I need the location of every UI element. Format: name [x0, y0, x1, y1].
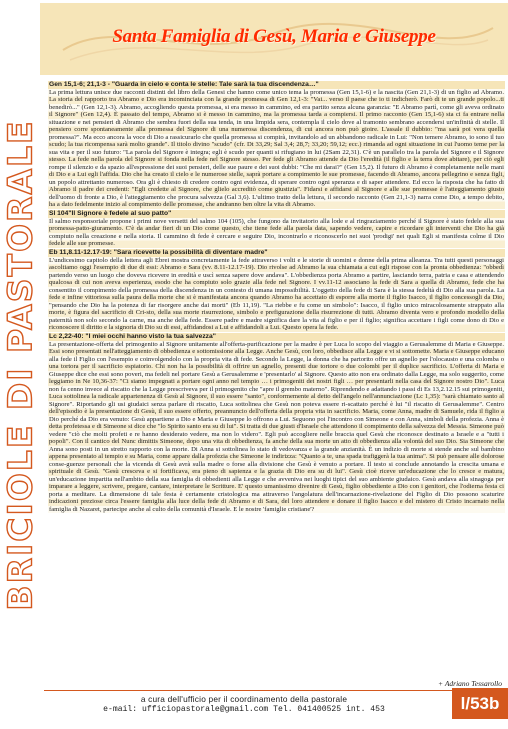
section-text: La presentazione-offerta del primogenito al Signore unitamente all'offerta-purificazione per la madre è per Luca lo scopo del viaggio a Gerusalemme di Maria e Giuseppe. Essi sono presentati nell'atteggiamento di obbedienza e sottomissione alla Legge. Anche Gesù, con loro, obbedisce alla Legge e vi si sottomette. Maria e Giuseppe educano alla fede il Figlio con l'esempio e coinvolgendolo con la propria vita di fede. Secondo la Legge, la donna che ha partorito offre un agnello per l'olocausto e una colomba o una tortora per il sacrificio espiatorio. Chi non ha la possibilità di offrire un agnello, presenti due tortore o due colombi per il duplice sacrificio. L'offerta di Maria e Giuseppe dice che essi sono poveri, ma fedeli nel portare Gesù a Gerusalemme e 'presentarlo' al Signore. Questo atto non era ordinato dalla Legge, ma solo suggerito, come leggiamo in Ne 10,36-37: "Ci siamo impegnati a portare ogni anno nel tempio … i primogeniti dei nostri figli … per presentarli nella casa del Signore nostro Dio". Luca non fa cenno invece al riscatto che la Legge prescriveva per il primogenito che "apre il grembo materno". Riprendendo e adattando i passi di Es 13,2.12.15 sui primogeniti, Luca sottolinea la radicale appartenenza di Gesù al Signore, il suo essere "santo", conformemente al detto dell'angelo nell'annunciazione (Lc 1,35): "sarà chiamato santo al Signore". Riportando gli usi giudaici senza parlare di riscatto, Luca sottolinea che Gesù non poteva essere ri-scattato perché è lui "il riscatto di Gerusalemme". Centro dell'episodio è la presentazione di Gesù, il suo essere offerto, preannuncio dell'offerta della propria vita in sacrificio. Maria, come Anna, madre di Samuele, rida il figlio a Dio perché da Dio era venuto: Gesù appartiene a Dio e Maria e Giuseppe lo offrono a Lui. Seguono poi l'incontro con Simeone e con Anna, simboli della profezia. Anna è detta profetessa e di Simeone si dice che "lo Spirito santo era su di lui". Si tratta di due giusti d'Israele che attendono il compimento della salvezza del Messia. Simeone può vedere "ciò che molti profeti e re hanno desiderato vedere, ma non lo videro". Egli può accogliere nelle braccia quel Gesù che riconosce destinato a Israele e a "tutti i popoli". Con il cantico del Nunc dimittis Simeone, dopo una vita di obbedienza, fa anche della sua morte un atto di obbedienza alla volontà del suo Dio. Sia Simeone che Anna sono posti in un stretto rapporto con la morte. Di Anna si sottolinea lo stato di vedovanza e la grande anzianità. È un indizio di morte si stende anche sul bambino appena presentato al tempio e su Maria, come appare dalla profezia che Simeone le indirizza: "Quanto a te, una spada trafiggerà la tua anima". Si può pensare alle dolorose conse-guenze personali che la vicenda di Gesù avrà sulla madre o forse alla divisione che Gesù è venuto a portare. Il testo si conclude annotando la crescita umana e spirituale di Gesù. "Gesù cresceva e si fortificava, era pieno di sapienza e la grazia di Dio era su di lui". Gesù cioè riceve un'educazione che lo cresce e matura, un'educazione impartita nell'ambito della sua famiglia di obbedienti alla Legge e che avveniva nei luoghi tipici del suo ambiente giudaico. Gesù andava alla sinagoga per imparare a leggere, scrivere, pregare, cantare, interpretare le Scritture. E' questo umanissimo divenire di Gesù, figlio obbediente a Dio con i genitori, che l'odierna festa ci porta a meditare. La dimensione di tale festa è certamente cristologica ma attraverso l'angolatura dell'incarnazione-rivelazione del Figlio di Dio possono scaturire indicazioni preziose circa l'essere famiglia alla luce della fede di Abramo e di Sara, del loro attendere e donare il figlio Isacco e del mistero di Cristo incarnato nella famiglia di Nazaret, partecipe anche al culto della comunità d'Israele. E le nostre 'famiglie cristiane'? — [49, 340, 504, 513]
section-heading: Lc 2,22-40: "I miei occhi hanno visto la tua salvezza" — [48, 333, 505, 341]
section-heading: Sl 104"Il Signore è fedele al suo patto" — [48, 210, 505, 218]
author-signature: + Adriano Tessarollo — [438, 679, 502, 688]
section-heading: Gen 15,1-6; 21,1-3 - "Guarda in cielo e conta le stelle: Tale sarà la tua discendenza…" — [48, 81, 505, 89]
side-title: BRICIOLE DI PASTORALE — [0, 119, 40, 611]
article-body — [48, 81, 505, 676]
footer-contact: e-mail: ufficiopastorale@gmail.com Tel. 041400525 int. 453 — [103, 705, 385, 714]
section-text: La prima lettura unisce due racconti distinti del libro della Genesi che hanno come unico tema la promessa (Gen 15,1-6) e la nascita (Gen 21,1-3) di un figlio ad Abramo. La storia del rapporto tra Abramo e Dio era incominciata con la grande promessa di Gen 12,1-3: "Vai... verso il paese che io ti indicherò. Farò di te un grande popolo...ti benedirò..." (Gen 12,1-3). Abramo, accogliendo questa promessa, si era messo in cammino, ed era partito senza alcuna garanzia: "E Abramo partì, come gli aveva ordinato il Signore" (Gen 12,4). È passato del tempo, Abramo si è messo in cammino, ma la promessa tarda a compiersi. Il primo racconto (Gen 15,1-6) sta ci fa entrare nella situazione e nei pensieri di Abramo che sembra fuori della sua tenda, in una limpida sera, contempla il cielo dove al tramonto sembrano accendersi un'infinità di stelle. Il pensiero corre spontaneamente alla promessa del Signore di una numerosa discendenza, di cui ancora non può gioire. L'assale il dubbio: "ma sarà poi vera quella promessa?". Ma ecco ancora la voce di Dio a rassicurarlo che quella promessa si compirà, invitandolo ad un abbandono radicale in Lui: "Non temere Abramo, io sono il tuo scudo; la tua ricompensa sarà molto grande". Il titolo divino "scudo" (cfr. Dt 33,29; Sal 3,4; 28,7; 33,20; 59,12; ecc.) rimanda ad ogni situazione in cui l'uomo teme per la sua vita e per il suo futuro: "La parola del Signore è integra; egli è scudo per quanti si rifugiano in lui (2Sam 22,31). C'è un parallelo tra la parola del Signore e il Signore stesso. La fede nella parola del Signore si fonda nella fede nel Signore stesso. Per fede gli Abramo attende da Dio l'eredità (il figlio e la terra dove abitare), per ciò egli rompe il silenzio e da spazio all'espressione dei suoi pensieri, delle sue paure e dei suoi dubbi: "Che mi darai?" (Gen 15,2). Il futuro di Abramo è completamente nelle mani di Dio e a Lui egli l'affida. Dio che ha creato il cielo e le numerose stelle, saprà portare a compimento le sue promesse, facendo di Abramo, ancora pellegrino e senza figli, un popolo attrettanto numeroso. Ora gli è chiesto di credere contro ogni evidenza, di sperare contro ogni speranza e di saper attendere. Ed ecco la risposta che ha fatto di Abramo il padre dei credenti: "Egli credette al Signore, che glielo accreditò come giustizia". Fidarsi e affidarsi al Signore e alle sue promesse è l'atteggiamento giusto dell'uomo di fronte a Dio, è l'atteggiamento che procura salvezza (Gal 3,6). L'ultimo tratto della lettura, il secondo racconto (Gen 21,1-3) narra come Dio, a tempo debito, ha a dato fedelmente inizio al compimento delle promesse, che andranno ben oltre la vita di Abramo. — [49, 88, 504, 209]
page-title: Santa Famiglia di Gesù, Maria e Giuseppe — [112, 26, 436, 47]
reading-section-hebrews — [48, 249, 505, 332]
issue-number-badge: l/53b — [452, 688, 508, 719]
section-text: L'undicesimo capitolo della lettera agli Ebrei mostra concretamente la fede attraverso i volti e le storie di uomini e donne della prima alleanza. Tra tutti questi personaggi ascoltiamo oggi l'esempio di due di essi: Abramo e Sara (vv. 8.11-12.17-19). Dio rivolse ad Abramo la sua chiamata a cui egli rispose con la pronta obbedienza: "obbedì partendo verso un luogo che doveva ricevere in eredità e uscì senza sapere dove andava". L'obbedienza porta Abramo a partire, lasciando terra, patria e casa e attendendo qualcosa di cui non aveva esperienza, esodo che ha compiuto solo grazie alla fede nel Signore. I vv.11-12 associano la fede di Sara a quella di Abramo, fede che ha consentito il compimento della promessa della discendenza in un contesto di umana impossibilità. L'oggetto della fede di Sara è la stessa fedeltà di Dio alla sua parola. La fede e infine vittoriosa sulla paura della morte che si è manifestata ancora quando Abramo ha accettato di esporre alla morte il figlio Isacco, il figlio concessogli da Dio, "pensando che Dio ha la potenza di far risorgere anche dai morti" (Eb 11,19). "La riebbe e fu come un simbolo": Isacco, il figlio unico miracolosamente strappato alla morte, è figura del sacrificio di Cri-sto, della sua morte risurrezione, simbolo e prefigurazione della risurrezione di tutti. Abramo diventa vero e profondo modello della paternità non solo secondo la carne, ma anche della fede. Essere padre e madre significa dare la vita al figlio e per il figlio; significa accettare i figli come dono di Dio e riconoscere il diritto e la signoria di Dio su di essi, affidandosi a Lui e affidandoli a Lui. Questo opera la fede. — [49, 256, 504, 332]
reading-section-genesis — [48, 81, 505, 209]
side-banner — [0, 0, 40, 729]
footer-credit: a cura dell'ufficio per il coordinamento della pastorale — [140, 694, 348, 704]
footer-divider — [44, 690, 454, 691]
reading-section-psalm — [48, 210, 505, 248]
section-text: Il salmo responsoriale propone i primi nove versetti del salmo 104 (105), che fungono da invitatorio alla lode e al ringraziamento perché il Signore è stato fedele alla sua promessa-patto-giuramento. C'è da andar fieri di un Dio come questo, che tiene fede alla parola data, sapendo vedere, capire e ricordare gli interventi che Dio ha già compiuto nella creazione e nella storia. Il cammino di fede è cercare e seguire Dio, incontrarlo e riconoscerlo nei suoi 'prodigi' nei quali Egli si manifesta colme il Dio fedele alle sue promesse. — [49, 217, 504, 248]
section-heading: Eb 11,8.11-12.17-19: "Sara ricevette la possibilità di diventare madre" — [48, 249, 505, 257]
reading-section-gospel — [48, 333, 505, 513]
